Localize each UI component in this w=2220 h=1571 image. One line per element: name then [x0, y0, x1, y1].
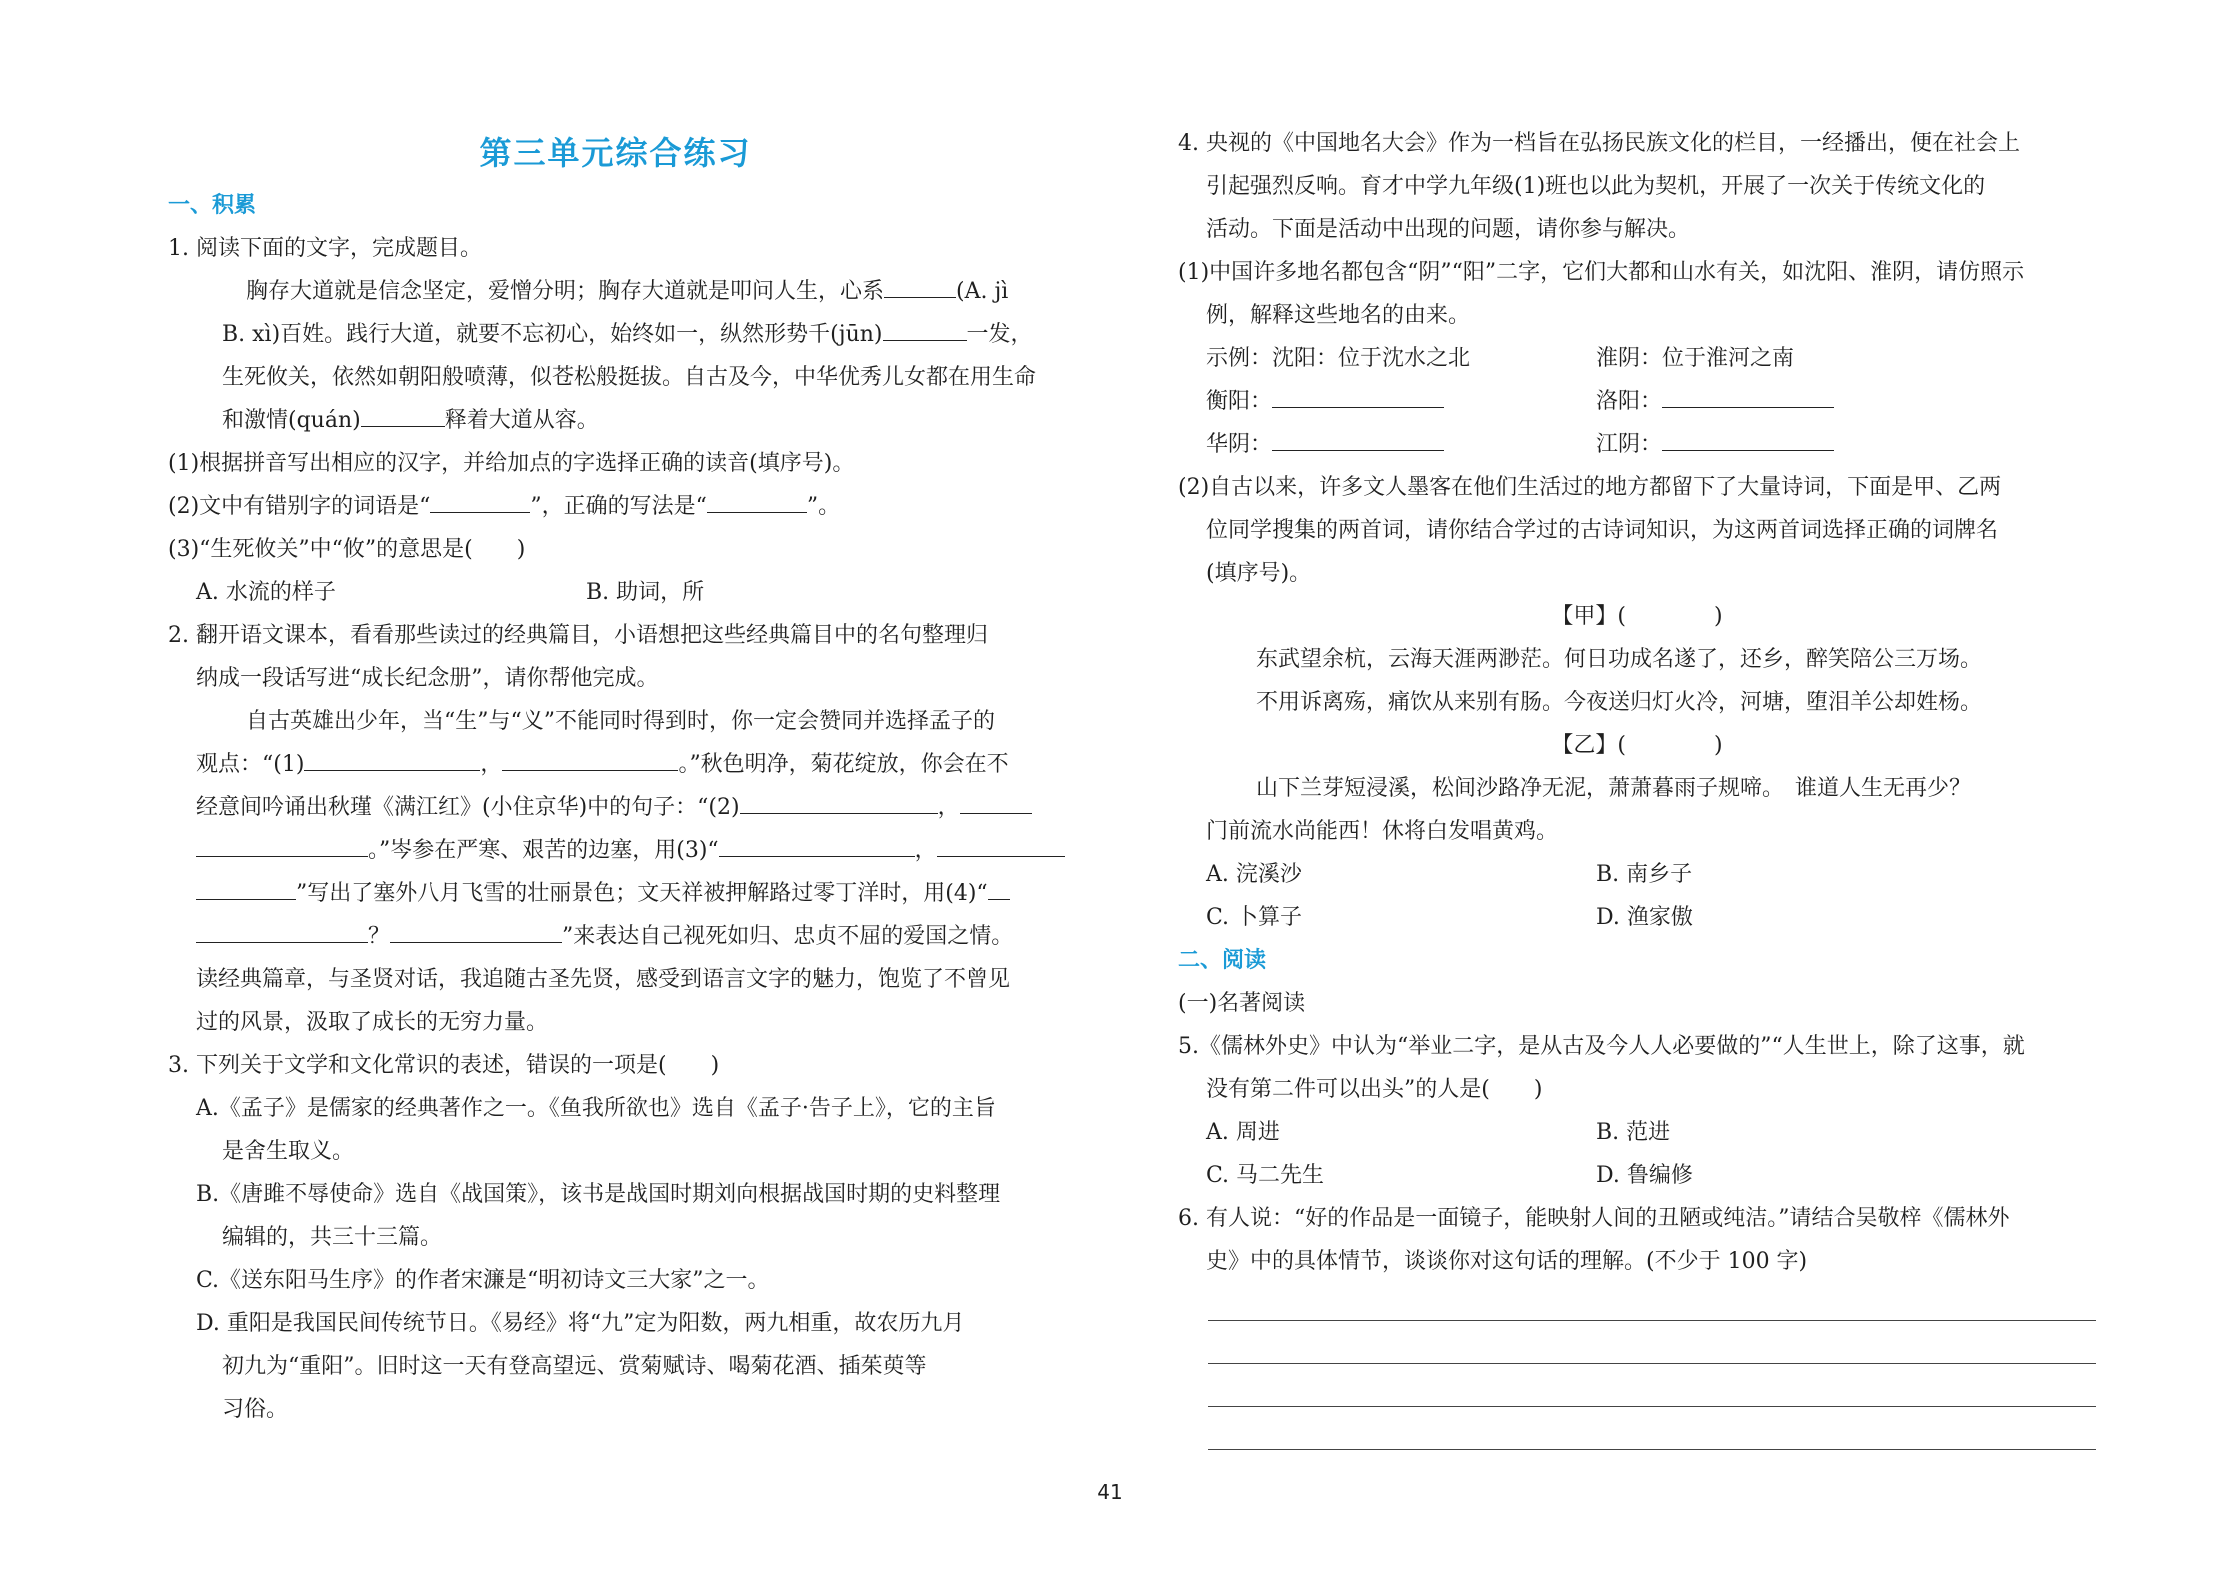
q1-sub3: (3)“生死攸关”中“攸”的意思是( ) — [168, 537, 526, 562]
page-number: 41 — [1097, 1480, 1123, 1504]
q2-blank-1b[interactable] — [502, 750, 678, 771]
q4-sub1-line-1: (1)中国许多地名都包含“阴”“阳”二字，它们大都和山水有关，如沈阳、淮阴，请仿照示 — [1178, 260, 2025, 285]
example-shenyang: 示例：沈阳：位于沈水之北 — [1206, 346, 1471, 371]
q6-answer-line-3[interactable] — [1208, 1406, 2096, 1407]
q1-blank-3[interactable] — [361, 406, 445, 427]
poem-yi-line-2: 门前流水尚能西！休将白发唱黄鸡。 — [1206, 819, 1559, 844]
place-hengyang: 衡阳： — [1206, 380, 1596, 423]
q2-line-1: 2. 翻开语文课本，看看那些读过的经典篇目，小语想把这些经典篇目中的名句整理归 — [168, 623, 988, 648]
q4-sub2-line-1: (2)自古以来，许多文人墨客在他们生活过的地方都留下了大量诗词，下面是甲、乙两 — [1178, 475, 2002, 500]
q2-line-10: 过的风景，汲取了成长的无穷力量。 — [196, 1010, 549, 1035]
q1-passage-line-3: 生死攸关，依然如朝阳般喷薄，似苍松般挺拔。自古及今，中华优秀儿女都在用生命 — [222, 365, 1037, 390]
q4-line-1: 4. 央视的《中国地名大会》作为一档旨在弘扬民族文化的栏目，一经播出，便在社会上 — [1178, 131, 2020, 156]
q3-option-d-cont-1: 初九为“重阳”。旧时这一天有登高望远、赏菊赋诗、喝菊花酒、插茱萸等 — [222, 1354, 927, 1379]
subsection-classics-reading: (一)名著阅读 — [1178, 991, 1306, 1016]
q4-options-row-1 — [1178, 853, 2096, 896]
place-luoyang: 洛阳： — [1596, 380, 1986, 423]
q2-line-4: 观点：“(1) ， 。”秋色明净，菊花绽放，你会在不 — [196, 752, 1009, 777]
luoyang-blank[interactable] — [1662, 387, 1834, 408]
q3-stem: 3. 下列关于文学和文化常识的表述，错误的一项是( ) — [168, 1053, 720, 1078]
q2-blank-1a[interactable] — [304, 750, 480, 771]
q3-option-b[interactable]: B.《唐雎不辱使命》选自《战国策》，该书是战国时期刘向根据战国时期的史料整理 — [196, 1182, 1001, 1207]
q5-option-b[interactable]: B. 范进 — [1596, 1120, 1671, 1145]
q2-blank-4b[interactable] — [196, 922, 368, 943]
q1-blank-1[interactable] — [884, 277, 956, 298]
poem-jia-line-2: 不用诉离殇，痛饮从来别有肠。今夜送归灯火冷，河塘，堕泪羊公却姓杨。 — [1256, 690, 1983, 715]
place-jiangyin: 江阴： — [1596, 423, 1986, 466]
section-reading-heading: 二、阅读 — [1178, 948, 1267, 973]
q1-sub2: (2)文中有错别字的词语是“ ”，正确的写法是“ ”。 — [168, 494, 841, 519]
q4-option-c[interactable]: C. 卜算子 — [1206, 905, 1303, 930]
q3-option-c[interactable]: C.《送东阳马生序》的作者宋濂是“明初诗文三大家”之一。 — [196, 1268, 770, 1293]
q5-option-c[interactable]: C. 马二先生 — [1206, 1163, 1325, 1188]
jiangyin-blank[interactable] — [1662, 430, 1834, 451]
left-page — [168, 0, 1063, 1571]
q4-option-a[interactable]: A. 浣溪沙 — [1206, 862, 1302, 887]
poem-yi-line-1: 山下兰芽短浸溪，松间沙路净无泥，萧萧暮雨子规啼。 谁道人生无再少？ — [1256, 776, 1972, 801]
q1-option-b[interactable]: B. 助词，所 — [586, 580, 705, 605]
q2-blank-4c[interactable] — [390, 922, 562, 943]
q2-line-9: 读经典篇章，与圣贤对话，我追随古圣先贤，感受到语言文字的魅力，饱览了不曾见 — [196, 967, 1011, 992]
q2-line-5: 经意间吟诵出秋瑾《满江红》(小住京华)中的句子：“(2) ， — [168, 786, 1063, 829]
q5-option-d[interactable]: D. 鲁编修 — [1596, 1163, 1693, 1188]
q1-passage-line-1: 胸存大道就是信念坚定，爱憎分明；胸存大道就是叩问人生，心系 (A. jì — [246, 279, 1009, 304]
q1-sub2-blank-wrong[interactable] — [430, 492, 530, 513]
q4-example-row — [1178, 337, 2096, 380]
q5-option-a[interactable]: A. 周进 — [1206, 1120, 1280, 1145]
poem-yi-title: 【乙】( ) — [1551, 733, 1723, 758]
right-page — [1178, 0, 2096, 1571]
q6-line-2: 史》中的具体情节，谈谈你对这句话的理解。(不少于 100 字) — [1206, 1249, 1808, 1274]
q4-option-b[interactable]: B. 南乡子 — [1596, 862, 1693, 887]
section-accumulation-heading: 一、积累 — [168, 193, 257, 218]
huayin-blank[interactable] — [1272, 430, 1444, 451]
poem-jia-line-1: 东武望余杭，云海天涯两渺茫。何日功成名遂了，还乡，醉笑陪公三万场。 — [1256, 647, 1983, 672]
q4-options-row-2 — [1178, 896, 2096, 939]
q1-sub1: (1)根据拼音写出相应的汉字，并给加点的字选择正确的读音(填序号)。 — [168, 451, 855, 476]
q2-blank-4a[interactable] — [988, 879, 1010, 900]
q1-options — [168, 571, 1063, 614]
q4-line-3: 活动。下面是活动中出现的问题，请你参与解决。 — [1206, 217, 1691, 242]
q2-blank-3b[interactable] — [937, 836, 1065, 857]
q1-blank-2[interactable] — [883, 320, 967, 341]
q6-answer-line-4[interactable] — [1208, 1449, 2096, 1450]
hengyang-blank[interactable] — [1272, 387, 1444, 408]
q1-stem: 1. 阅读下面的文字，完成题目。 — [168, 236, 482, 261]
q5-line-1: 5.《儒林外史》中认为“举业二字，是从古及今人人必要做的”“人生世上，除了这事，就 — [1178, 1034, 2025, 1059]
q2-line-3: 自古英雄出少年，当“生”与“义”不能同时得到时，你一定会赞同并选择孟子的 — [246, 709, 995, 734]
poem-jia-title: 【甲】( ) — [1551, 604, 1723, 629]
q1-passage-line-2: B. xì)百姓。践行大道，就要不忘初心，始终如一，纵然形势千(jūn) 一发， — [222, 322, 1033, 347]
q2-blank-3a[interactable] — [719, 836, 915, 857]
q2-blank-2b[interactable] — [960, 793, 1032, 814]
q1-option-a[interactable]: A. 水流的样子 — [196, 580, 336, 605]
q4-place-row-1 — [1178, 380, 2096, 423]
q4-line-2: 引起强烈反响。育才中学九年级(1)班也以此为契机，开展了一次关于传统文化的 — [1206, 174, 1986, 199]
page-title: 第三单元综合练习 — [479, 134, 752, 172]
q4-option-d[interactable]: D. 渔家傲 — [1596, 905, 1693, 930]
example-huaiyin: 淮阴：位于淮河之南 — [1596, 346, 1795, 371]
q3-option-d[interactable]: D. 重阳是我国民间传统节日。《易经》将“九”定为阳数，两九相重，故农历九月 — [196, 1311, 965, 1336]
q3-option-b-cont: 编辑的，共三十三篇。 — [222, 1225, 443, 1250]
q6-answer-line-2[interactable] — [1208, 1363, 2096, 1364]
q5-options-row-2 — [1178, 1154, 2096, 1197]
q2-line-8: ？ ”来表达自己视死如归、忠贞不屈的爱国之情。 — [168, 915, 1063, 958]
q2-line-2: 纳成一段话写进“成长纪念册”，请你帮他完成。 — [196, 666, 659, 691]
place-huayin: 华阴： — [1206, 423, 1596, 466]
q4-sub2-line-2: 位同学搜集的两首词，请你结合学过的古诗词知识，为这两首词选择正确的词牌名 — [1206, 518, 1999, 543]
q6-answer-line-1[interactable] — [1208, 1320, 2096, 1321]
q5-options-row-1 — [1178, 1111, 2096, 1154]
q6-line-1: 6. 有人说：“好的作品是一面镜子，能映射人间的丑陋或纯洁。”请结合吴敬梓《儒林外 — [1178, 1206, 2010, 1231]
q1-passage-line-4: 和激情(quán) 释着大道从容。 — [222, 408, 599, 433]
q3-option-d-cont-2: 习俗。 — [222, 1397, 289, 1422]
q2-blank-2a[interactable] — [740, 793, 938, 814]
q3-option-a-cont: 是舍生取义。 — [222, 1139, 355, 1164]
q2-line-7: ”写出了塞外八月飞雪的壮丽景色；文天祥被押解路过零丁洋时，用(4)“ — [168, 872, 1063, 915]
q2-blank-3c[interactable] — [196, 879, 296, 900]
q4-place-row-2 — [1178, 423, 2096, 466]
q4-sub2-line-3: (填序号)。 — [1206, 561, 1312, 586]
q3-option-a[interactable]: A.《孟子》是儒家的经典著作之一。《鱼我所欲也》选自《孟子·告子上》，它的主旨 — [196, 1096, 996, 1121]
q4-sub1-line-2: 例，解释这些地名的由来。 — [1206, 303, 1471, 328]
q2-blank-2c[interactable] — [196, 836, 368, 857]
q1-sub2-blank-correct[interactable] — [707, 492, 807, 513]
q2-line-6: 。”岑参在严寒、艰苦的边塞，用(3)“ ， — [168, 829, 1063, 872]
q5-line-2: 没有第二件可以出头”的人是( ) — [1206, 1077, 1543, 1102]
